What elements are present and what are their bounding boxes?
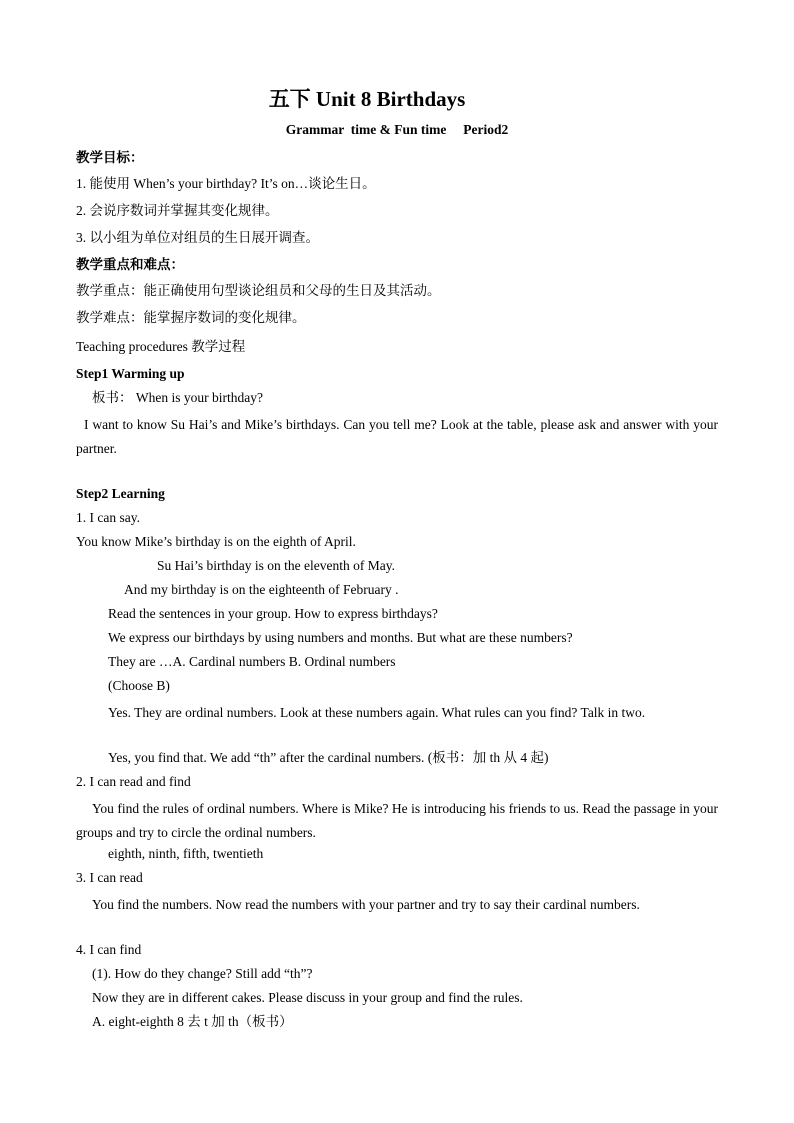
step2-heading: Step2 Learning [76, 486, 165, 501]
example-sentence: Su Hai’s birthday is on the eleventh of May. [157, 558, 395, 573]
document-title: 五下 Unit 8 Birthdays [268, 87, 466, 111]
example-sentence: And my birthday is on the eighteenth of February . [124, 582, 399, 597]
step2-subsection-title: 1. I can say. [76, 510, 140, 525]
choice-answer: (Choose B) [108, 678, 170, 693]
instruction-line: Yes, you find that. We add “th” after the cardinal numbers. (板书：加 th 从 4 起) [108, 750, 549, 765]
objectives-heading: 教学目标： [76, 150, 144, 165]
example-sentence: You know Mike’s birthday is on the eighth of April. [76, 534, 356, 549]
choice-line: They are …A. Cardinal numbers B. Ordinal numbers [108, 654, 396, 669]
procedures-heading: Teaching procedures 教学过程 [76, 339, 246, 354]
step1-text: I want to know Su Hai’s and Mike’s birthdays. Can you tell me? Look at the table, please ask and answer with your partner. [76, 417, 718, 456]
step1-heading: Step1 Warming up [76, 366, 185, 381]
instruction-paragraph: You find the numbers. Now read the numbers with your partner and try to say their cardinal numbers. [92, 897, 640, 912]
objective-item: 3. 以小组为单位对组员的生日展开调查。 [76, 230, 319, 245]
step2-subsection-title: 2. I can read and find [76, 774, 191, 789]
objective-item: 1. 能使用 When’s your birthday? It’s on…谈论生日。 [76, 176, 376, 191]
objective-item: 2. 会说序数词并掌握其变化规律。 [76, 203, 279, 218]
instruction-paragraph: You find the rules of ordinal numbers. Where is Mike? He is introducing his friends to us. Read the passage in your groups and try to circle the ordinal numbers. [76, 801, 718, 840]
instruction-line: Read the sentences in your group. How to express birthdays? [108, 606, 438, 621]
key-difficulty: 教学难点：能掌握序数词的变化规律。 [76, 310, 306, 325]
step2-subsection-title: 4. I can find [76, 942, 142, 957]
key-focus: 教学重点：能正确使用句型谈论组员和父母的生日及其活动。 [76, 283, 441, 298]
instruction-line: Now they are in different cakes. Please discuss in your group and find the rules. [92, 990, 523, 1005]
question-line: (1). How do they change? Still add “th”? [92, 966, 313, 981]
instruction-paragraph: Yes. They are ordinal numbers. Look at these numbers again. What rules can you find? Talk in two. [108, 705, 646, 720]
key-points-heading: 教学重点和难点： [76, 257, 184, 272]
rule-example: A. eight-eighth 8 去 t 加 th（板书） [92, 1014, 293, 1029]
step2-subsection-title: 3. I can read [76, 870, 143, 885]
instruction-line: We express our birthdays by using numbers and months. But what are these numbers? [108, 630, 573, 645]
document-subtitle: Grammar time & Fun time Period2 [285, 122, 509, 137]
ordinal-word-list: eighth, ninth, fifth, twentieth [108, 846, 264, 861]
step1-board: 板书： When is your birthday? [92, 390, 263, 405]
